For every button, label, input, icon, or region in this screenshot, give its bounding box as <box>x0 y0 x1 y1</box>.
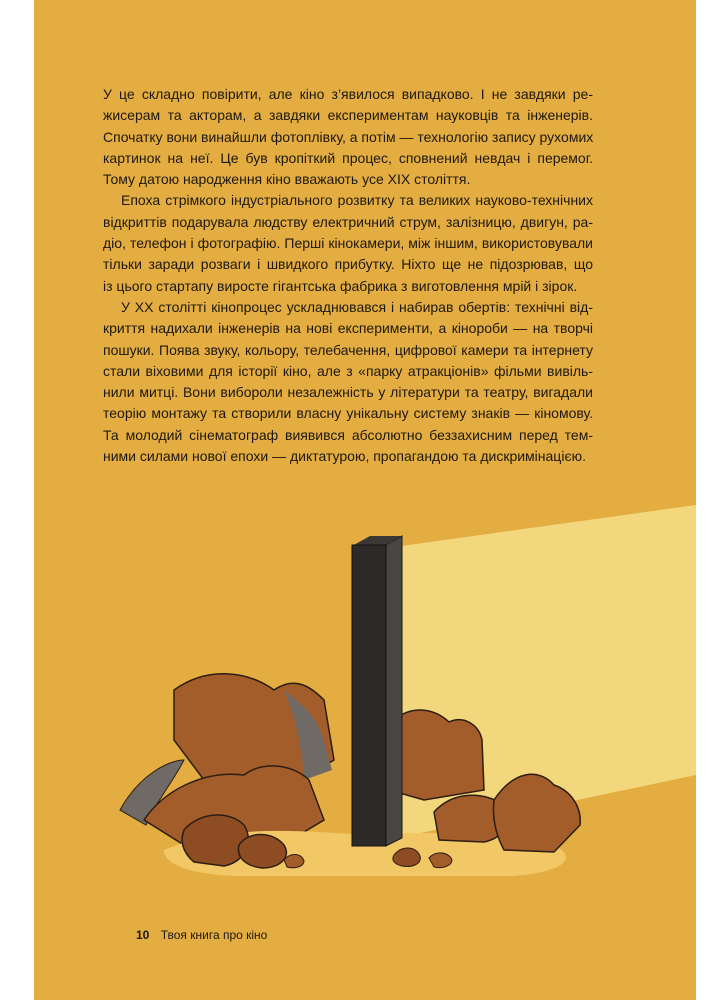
text-line: жисерам та акторам, а завдяки експериментам науковців та інженерів. <box>103 107 593 124</box>
text-line: нили митці. Вони вибороли незалежність у літератури та театру, вигадали <box>103 384 593 401</box>
book-title: Твоя книга про кіно <box>160 928 268 942</box>
text-line: теорію монтажу та створили власну унікальну систему знаків — кіномову. <box>103 405 593 422</box>
text-line: пошуки. Поява звуку, кольору, телебачення, цифрової камери та інтернету <box>103 341 593 358</box>
monolith-illustration <box>34 0 696 1000</box>
text-line: Спочатку вони винайшли фотоплівку, а потім — технологію запису рухомих <box>103 128 594 145</box>
text-line: із цього стартапу виросте гігантська фабрика з виготовлення мрій і зірок. <box>103 277 578 294</box>
text-line: У XX столітті кінопроцес ускладнювався і набирав обертів: технічні від- <box>121 298 593 315</box>
rock <box>182 815 248 866</box>
page-number: 10 <box>136 928 150 942</box>
text-line: Епоха стрімкого індустріального розвитку та великих науково-технічних <box>121 192 593 209</box>
text-line: криття надихали інженерів на нові експерименти, а кінороби — на творчі <box>103 320 593 337</box>
rock <box>284 854 304 867</box>
monolith-side <box>386 536 402 846</box>
text-line: У це складно повірити, але кіно з’явилося випадково. І не завдяки ре- <box>103 86 593 102</box>
monolith <box>352 545 386 846</box>
rock <box>238 834 286 868</box>
text-line: тільки заради розваги і швидкого прибутку. Ніхто ще не підозрював, що <box>103 256 593 273</box>
rock <box>389 710 484 800</box>
page-footer <box>136 928 267 942</box>
text-line: Тому датою народження кіно вважають усе XIX століття. <box>103 171 471 188</box>
text-line: картинок на неї. Це був кропіткий процес, сповнений невдач і перемог. <box>103 149 593 166</box>
text-line: ними силами нової епохи — диктатурою, пропагандою та дискримінацією. <box>103 448 586 465</box>
text-line: відкриттів подарувала людству електричний струм, залізницю, двигун, ра- <box>103 213 593 230</box>
text-line: діо, телефон і фотографію. Перші кінокамери, між іншим, використовували <box>103 235 593 252</box>
text-line: стали віховими для історії кіно, але з «парку атракціонів» фільми вивіль- <box>103 362 593 379</box>
text-line: Та молодий сінематограф виявився абсолютно беззахисним перед тем- <box>103 426 593 443</box>
